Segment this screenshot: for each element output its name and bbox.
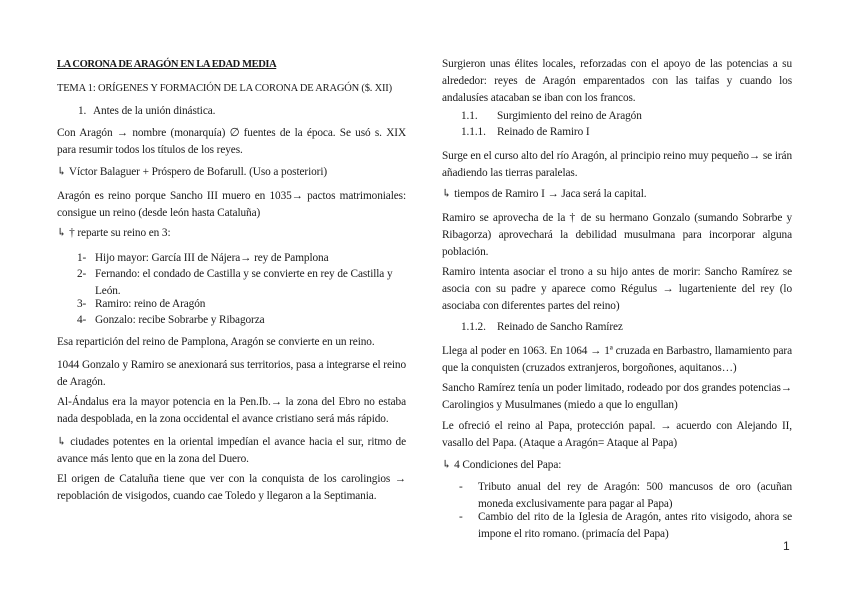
section-1-title: Antes de la unión dinástica.	[93, 105, 216, 117]
paragraph: Con Aragón → nombre (monarquía) ∅ fuentes de la época. Se usó s. XIX para resumir todos los títulos de los reyes.	[57, 127, 406, 156]
paragraph: ↳ ciudades potentes en la oriental impedían el avance hacia el sur, ritmo de avance más lento que en la zona del Duero.	[57, 436, 406, 465]
section-1-1-1-title: Reinado de Ramiro I	[497, 126, 590, 138]
paragraph: Surgieron unas élites locales, reforzadas con el apoyo de las potencias a su alrededor: reyes de Aragón emparentados con las taifas y cuando los andalusíes atacaban se iban con los francos.	[442, 58, 792, 104]
tema-heading: TEMA 1: ORÍGENES Y FORMACIÓN DE LA CORONA DE ARAGÓN ($. XII)	[57, 83, 392, 94]
list-item-number: 1-	[77, 252, 87, 264]
paragraph: ↳ 4 Condiciones del Papa:	[442, 459, 562, 471]
list-item: Cambio del rito de la Iglesia de Aragón, antes rito visigodo, ahora se impone el rito romano. (primacía del Papa)	[478, 511, 792, 540]
section-1-number: 1.	[78, 105, 87, 117]
paragraph: Ramiro intenta asociar el trono a su hijo antes de morir: Sancho Ramírez se asocia con su padre y aparece como Régulus → lugarteniente del rey (lo asociaba con diferentes partes del reino)	[442, 266, 792, 312]
paragraph: Llega al poder en 1063. En 1064 → 1ª cruzada en Barbastro, llamamiento para que la conquisten (cruzados extranjeros, borgoñones, aquitanos…)	[442, 345, 792, 374]
paragraph: ↳ tiempos de Ramiro I → Jaca será la capital.	[442, 188, 647, 200]
list-item-number: 3-	[77, 298, 87, 310]
list-item: Hijo mayor: García III de Nájera→ rey de Pamplona	[95, 252, 329, 264]
list-item-number: 4-	[77, 314, 87, 326]
list-item: Ramiro: reino de Aragón	[95, 298, 206, 310]
section-1-1-1-number: 1.1.1.	[461, 126, 486, 138]
list-item: Fernando: el condado de Castilla y se convierte en rey de Castilla y León.	[95, 268, 393, 297]
paragraph: Esa repartición del reino de Pamplona, Aragón se convierte en un reino.	[57, 336, 375, 348]
section-1-1-2-number: 1.1.2.	[461, 321, 486, 333]
paragraph: El origen de Cataluña tiene que ver con la conquista de los carolingios → repoblación de visigodos, cuando cae Toledo y llegaron a la Septimania.	[57, 473, 406, 502]
section-1-1-2-title: Reinado de Sancho Ramírez	[497, 321, 623, 333]
paragraph: Ramiro se aprovecha de la † de su hermano Gonzalo (sumando Sobrarbe y Ribagorza) aprovechará la debilidad musulmana para incorporar alguna población.	[442, 212, 792, 258]
bullet-marker: -	[459, 481, 463, 493]
paragraph: Surge en el curso alto del río Aragón, al principio reino muy pequeño→ se irán añadiendo las tierras paralelas.	[442, 150, 792, 179]
bullet-marker: -	[459, 511, 463, 523]
paragraph: ↳ Víctor Balaguer + Próspero de Bofarull. (Uso a posteriori)	[57, 166, 328, 178]
document-title: LA CORONA DE ARAGÓN EN LA EDAD MEDIA	[57, 59, 277, 70]
section-1-1-title: Surgimiento del reino de Aragón	[497, 110, 642, 122]
list-item-number: 2-	[77, 268, 87, 280]
page-number: 1	[783, 539, 790, 553]
paragraph: ↳ † reparte su reino en 3:	[57, 227, 171, 239]
list-item: Gonzalo: recibe Sobrarbe y Ribagorza	[95, 314, 265, 326]
paragraph: Aragón es reino porque Sancho III muero en 1035→ pactos matrimoniales: consigue un reino (desde león hasta Cataluña)	[57, 190, 406, 219]
list-item: Tributo anual del rey de Aragón: 500 mancusos de oro (acuñan moneda exclusivamente para pagar al Papa)	[478, 481, 792, 510]
paragraph: Le ofreció el reino al Papa, protección papal. → acuerdo con Alejando II, vasallo del Papa. (Ataque a Aragón= Ataque al Papa)	[442, 420, 792, 449]
paragraph: 1044 Gonzalo y Ramiro se anexionará sus territorios, pasa a integrarse el reino de Aragón.	[57, 359, 406, 388]
paragraph: Sancho Ramírez tenía un poder limitado, rodeado por dos grandes potencias→ Carolingios y Musulmanes (miedo a que lo engullan)	[442, 382, 792, 411]
section-1-1-number: 1.1.	[461, 110, 478, 122]
paragraph: Al-Ándalus era la mayor potencia en la Pen.Ib.→ la zona del Ebro no estaba nada despoblada, en la zona occidental el avance cristiano será más rápido.	[57, 396, 406, 425]
